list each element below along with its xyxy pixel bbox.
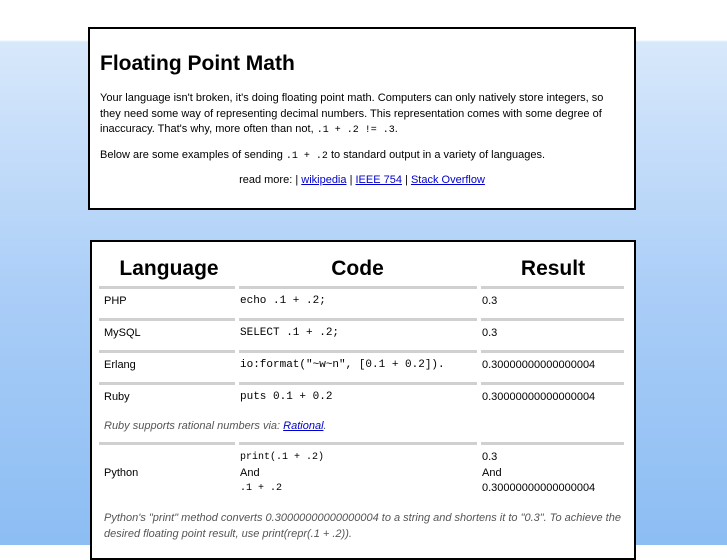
separator: | bbox=[405, 174, 408, 186]
header-code: Code bbox=[331, 257, 384, 280]
row-divider bbox=[99, 286, 235, 289]
python-result-line1: 0.3 bbox=[482, 451, 498, 463]
intro-code: .1 + .2 != .3 bbox=[316, 125, 395, 136]
row-divider bbox=[99, 318, 235, 321]
examples-text-before: Below are some examples of sending bbox=[100, 148, 283, 161]
wikipedia-link[interactable]: wikipedia bbox=[301, 174, 347, 186]
row-divider bbox=[481, 318, 624, 321]
row-result-php: 0.3 bbox=[482, 295, 498, 307]
row-divider bbox=[239, 442, 477, 445]
row-divider bbox=[481, 350, 624, 353]
rational-link[interactable]: Rational bbox=[283, 420, 324, 432]
read-more-label: read more: bbox=[239, 174, 293, 186]
examples-code: .1 + .2 bbox=[285, 150, 328, 162]
row-result-python bbox=[482, 450, 595, 497]
intro-text: Your language isn't broken, it's doing floating point math. Computers can only natively store integers, so they need some way of representing decimal numbers. This representation comes with some degree of inaccuracy. That's why, more often than not, bbox=[100, 92, 604, 135]
separator: | bbox=[295, 174, 299, 186]
row-divider bbox=[99, 442, 235, 445]
row-divider bbox=[239, 286, 477, 289]
row-code-python bbox=[240, 450, 324, 497]
examples-text-after: to standard output in a variety of languages. bbox=[330, 148, 546, 161]
row-lang-php: PHP bbox=[104, 295, 127, 307]
python-code-and: And bbox=[240, 466, 260, 479]
read-more bbox=[100, 173, 624, 189]
header-language: Language bbox=[119, 257, 219, 280]
ruby-note bbox=[104, 418, 624, 434]
row-divider bbox=[99, 382, 235, 385]
row-divider bbox=[481, 382, 624, 385]
ruby-note-text: Ruby supports rational numbers via: bbox=[104, 420, 281, 432]
row-code-mysql: SELECT .1 + .2; bbox=[240, 327, 340, 339]
page-title: Floating Point Math bbox=[100, 52, 295, 75]
intro-period: . bbox=[394, 123, 398, 135]
python-result-and: And bbox=[482, 466, 502, 479]
intro-paragraph bbox=[100, 91, 624, 139]
row-divider bbox=[239, 318, 477, 321]
ruby-note-period: . bbox=[323, 420, 327, 432]
row-code-php: echo .1 + .2; bbox=[240, 295, 326, 307]
intro-box bbox=[88, 27, 636, 210]
row-divider bbox=[239, 350, 477, 353]
examples-table bbox=[90, 240, 636, 560]
ieee754-link[interactable]: IEEE 754 bbox=[355, 174, 402, 186]
row-result-erlang: 0.30000000000000004 bbox=[482, 359, 596, 371]
header-result: Result bbox=[520, 257, 586, 280]
row-code-erlang: io:format("~w~n", [0.1 + 0.2]). bbox=[240, 359, 445, 371]
row-lang-python: Python bbox=[104, 467, 139, 479]
row-divider bbox=[239, 382, 477, 385]
row-lang-erlang: Erlang bbox=[104, 359, 136, 371]
python-result-line2: 0.30000000000000004 bbox=[482, 482, 596, 494]
examples-paragraph bbox=[100, 148, 624, 165]
row-result-ruby: 0.30000000000000004 bbox=[482, 391, 596, 403]
row-code-ruby: puts 0.1 + 0.2 bbox=[240, 391, 333, 403]
python-note: Python's "print" method converts 0.30000000000000004 to a string and shortens it to "0.3". To achieve the desired floating point result, use print(repr(.1 + .2)). bbox=[104, 512, 621, 540]
row-divider bbox=[99, 350, 235, 353]
python-code-line2: .1 + .2 bbox=[240, 483, 283, 494]
python-code-line1: print(.1 + .2) bbox=[240, 452, 325, 463]
row-divider bbox=[481, 286, 624, 289]
row-lang-ruby: Ruby bbox=[104, 391, 130, 403]
separator: | bbox=[349, 174, 353, 186]
row-result-mysql: 0.3 bbox=[482, 327, 498, 339]
row-divider bbox=[481, 442, 624, 445]
stackoverflow-link[interactable]: Stack Overflow bbox=[410, 174, 485, 186]
row-lang-mysql: MySQL bbox=[104, 327, 141, 339]
